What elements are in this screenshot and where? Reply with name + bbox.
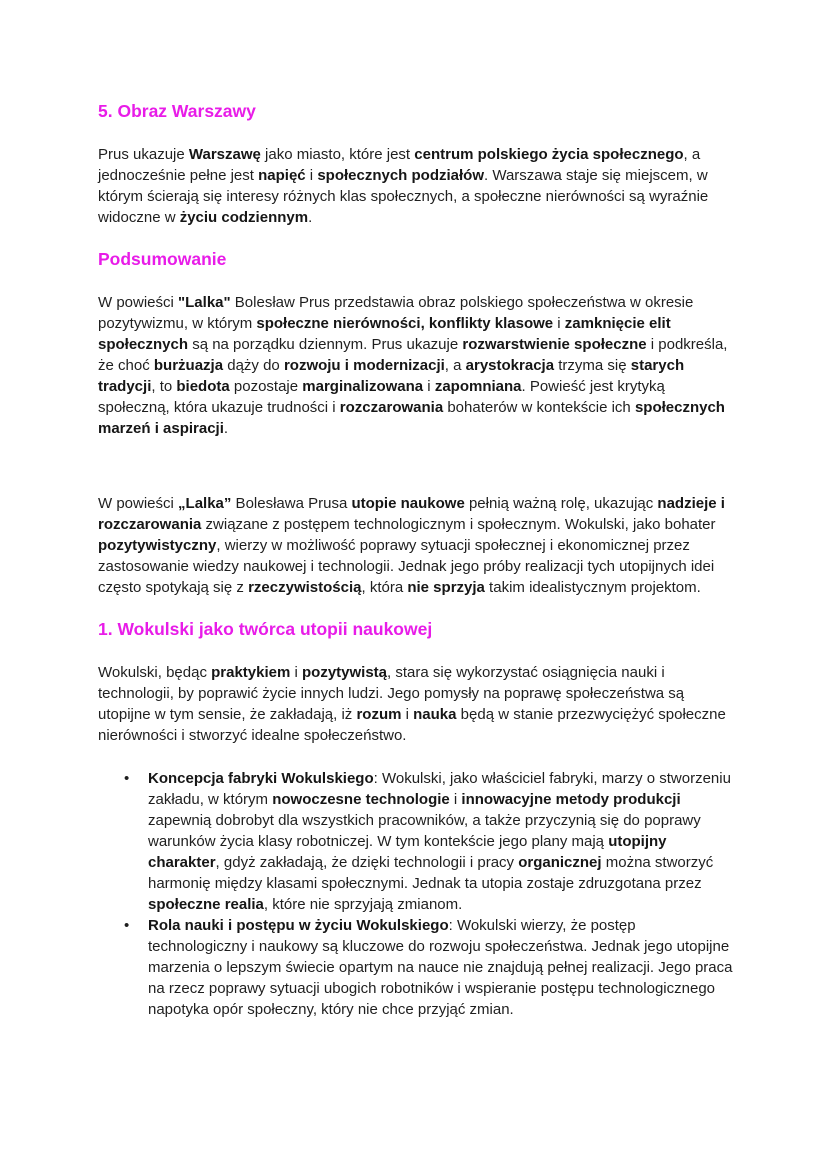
summary-heading: Podsumowanie	[98, 249, 227, 269]
bold-phrase: rozwoju i modernizacji	[283, 357, 445, 374]
bold-phrase: Rola nauki i postępu w życiu Wokulskiego	[148, 917, 449, 934]
list-item	[124, 915, 738, 1020]
bold-phrase: centrum polskiego życia społecznego	[414, 146, 684, 163]
section-1-paragraph: Wokulski, będąc praktykiem i pozytywistą, stara się wykorzystać osiągnięcia nauki i technologii, by poprawić życie innych ludzi. Jego pomysły na poprawę społeczeństwa są utopijne w tym sensie, że zakładają, iż rozum i nauka będą w stanie przezwyciężyć społeczne nierówności i stworzyć idealne społeczeństwo.	[98, 664, 726, 744]
summary-paragraph: W powieści "Lalka" Bolesław Prus przedstawia obraz polskiego społeczeństwa w okresie pozytywizmu, w którym społeczne nierówności, konflikty klasowe i zamknięcie elit społecznych są na porządku dziennym. Prus ukazuje rozwarstwienie społeczne i podkreśla, że choć burżuazja dąży do rozwoju i modernizacji, a arystokracja trzyma się starych tradycji, to biedota pozostaje marginalizowana i zapomniana. Powieść jest krytyką społeczną, która ukazuje trudności i rozczarowania bohaterów w kontekście ich społecznych marzeń i aspiracji.	[98, 294, 728, 437]
bold-phrase: "Lalka"	[178, 294, 231, 311]
bold-phrase: starych tradycji	[98, 357, 685, 395]
bold-phrase: burżuazja	[153, 357, 224, 374]
list-item	[124, 768, 738, 915]
document-page	[98, 98, 738, 1020]
bold-phrase: innowacyjne metody produkcji	[461, 791, 681, 808]
bold-phrase: nowoczesne technologie	[272, 791, 450, 808]
bold-phrase: rozum	[356, 706, 402, 723]
bold-phrase: życiu codziennym	[179, 209, 309, 226]
bold-phrase: nie sprzyja	[407, 579, 485, 596]
section-1-heading: 1. Wokulski jako twórca utopii naukowej	[98, 619, 433, 639]
bold-phrase: rozwarstwienie społeczne	[462, 336, 647, 353]
bullet-marker: •	[124, 917, 130, 934]
bold-phrase: zapomniana	[434, 378, 522, 395]
list-item-text: Koncepcja fabryki Wokulskiego: Wokulski, jako właściciel fabryki, marzy o stworzeniu zakładu, w którym nowoczesne technologie i innowacyjne metody produkcji zapewnią dobrobyt dla wszystkich pracowników, a także przyczynią się do poprawy warunków życia klasy robotniczej. W tym kontekście jego plany mają utopijny charakter, gdyż zakładają, że dzięki technologii i pracy organicznej można stworzyć harmonię między klasami społecznymi. Jednak ta utopia zostaje zdruzgotana przez społeczne realia, które nie sprzyjają zmianom.	[148, 770, 731, 913]
bold-phrase: społecznych marzeń i aspiracji	[98, 399, 725, 437]
bold-phrase: arystokracja	[465, 357, 555, 374]
bold-phrase: marginalizowana	[302, 378, 424, 395]
bold-phrase: utopijny charakter	[148, 833, 667, 871]
bold-phrase: rzeczywistością	[248, 579, 362, 596]
bold-phrase: Koncepcja fabryki Wokulskiego	[148, 770, 374, 787]
section-5-heading: 5. Obraz Warszawy	[98, 101, 256, 121]
bold-phrase: rozczarowania	[339, 399, 444, 416]
bold-phrase: nadzieje i rozczarowania	[98, 495, 725, 533]
bold-phrase: organicznej	[518, 854, 602, 871]
bold-phrase: społeczne realia	[148, 896, 264, 913]
bullet-marker: •	[124, 770, 130, 787]
section-5-paragraph: Prus ukazuje Warszawę jako miasto, które jest centrum polskiego życia społecznego, a jednocześnie pełne jest napięć i społecznych podziałów. Warszawa staje się miejscem, w którym ścierają się interesy różnych klas społecznych, a społeczne nierówności są wyraźnie widoczne w życiu codziennym.	[98, 146, 709, 226]
list-item-text: Rola nauki i postępu w życiu Wokulskiego: Wokulski wierzy, że postęp technologiczny i naukowy są kluczowe do rozwoju społeczeństwa. Jednak jego utopijne marzenia o lepszym świecie opartym na nauce nie znajdują pełnej realizacji. Jego praca na rzecz poprawy sytuacji ubogich robotników i wspieranie postępu technologicznego napotyka opór społeczny, który nie chce przyjąć zmian.	[148, 917, 733, 1018]
bold-phrase: społeczne nierówności, konflikty klasowe	[256, 315, 554, 332]
intro-paragraph: W powieści „Lalka” Bolesława Prusa utopie naukowe pełnią ważną rolę, ukazując nadzieje i rozczarowania związane z postępem technologicznym i społecznym. Wokulski, jako bohater pozytywistyczny, wierzy w możliwość poprawy sytuacji społecznej i ekonomicznej przez zastosowanie wiedzy naukowej i technologii. Jednak jego próby realizacji tych utopijnych idei często spotykają się z rzeczywistością, która nie sprzyja takim idealistycznym projektom.	[98, 495, 725, 596]
bold-phrase: napięć	[258, 167, 306, 184]
bold-phrase: utopie naukowe	[351, 495, 465, 512]
bold-phrase: pozytywistyczny	[98, 537, 217, 554]
bold-phrase: nauka	[413, 706, 457, 723]
bullet-list	[98, 768, 738, 1020]
bold-phrase: społecznych podziałów	[317, 167, 485, 184]
bold-phrase: biedota	[176, 378, 230, 395]
bold-phrase: pozytywistą	[302, 664, 388, 681]
bold-phrase: praktykiem	[211, 664, 291, 681]
bold-phrase: zamknięcie elit społecznych	[98, 315, 671, 353]
bold-phrase: „Lalka”	[178, 495, 232, 512]
bold-phrase: Warszawę	[188, 146, 261, 163]
